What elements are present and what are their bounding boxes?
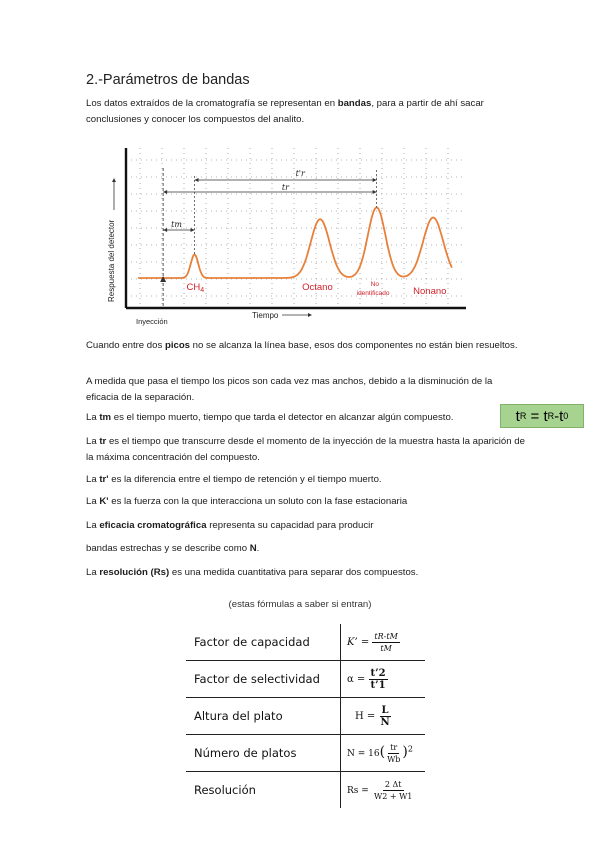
y-axis-label: Respuesta del detector	[107, 219, 116, 302]
formula-name: Resolución	[194, 783, 256, 797]
paragraph-tr-prime: La tr' es la diferencia entre el tiempo de retención y el tiempo muerto.	[86, 474, 382, 485]
tr-prime-arrow-head-start	[195, 178, 199, 182]
formula-name: Altura del plato	[186, 698, 341, 735]
formula-name: Factor de capacidad	[186, 624, 341, 661]
paragraph-tr: La tr es el tiempo que transcurre desde el momento de la inyección de la muestra hasta la aparición de la máxima concentración del compuesto.	[86, 436, 525, 463]
formula-expression: α = $\frac{t’2}{t’1}$	[341, 661, 426, 698]
y-axis-label-arrowhead	[112, 178, 116, 182]
formula-name: Factor de selectividad	[186, 661, 341, 698]
peak-label: No	[370, 281, 379, 288]
paragraph-k: La K' es la fuerza con la que interacciona un soluto con la fase estacionaria	[86, 496, 408, 507]
paragraph-tm: La tm es el tiempo muerto, tiempo que tarda el detector en alcanzar algún compuesto.	[86, 412, 454, 423]
chromatogram-svg	[100, 140, 472, 330]
injection-label: Inyección	[136, 317, 168, 326]
section-heading: 2.-Parámetros de bandas	[86, 72, 250, 88]
tr-arrow-head-start	[163, 190, 167, 194]
chromatogram-figure	[100, 140, 472, 330]
chromatogram-trace	[138, 207, 452, 278]
tr-prime-arrow-head-end	[373, 178, 377, 182]
formula-row	[186, 735, 425, 772]
x-axis-label-arrowhead	[308, 313, 312, 317]
peak-label: Nonano	[413, 286, 447, 297]
formula-expression: K’ = $\frac{tR-tM}{tM}$	[341, 624, 426, 661]
formula-row	[186, 661, 425, 698]
formula-name: Número de platos	[186, 735, 341, 772]
tr-prime-label: t'r	[295, 169, 305, 178]
paragraph-eficacia: La eficacia cromatográfica representa su capacidad para producir	[86, 520, 374, 531]
paragraph-anchos: A medida que pasa el tiempo los picos son cada vez mas anchos, debido a la disminución de la eficacia de la separación.	[86, 376, 493, 403]
formula-row	[186, 624, 425, 661]
paragraph-picos: Cuando entre dos picos no se alcanza la línea base, esos dos componentes no están bien resueltos.	[86, 340, 518, 351]
x-axis-label: Tiempo	[252, 311, 279, 320]
tm-label: tm	[171, 220, 182, 229]
tm-arrow-head-end	[191, 228, 195, 232]
tm-arrow-head-start	[163, 228, 167, 232]
formulas-table	[186, 624, 425, 808]
peak-label: identificado	[356, 290, 390, 297]
tr-arrow-head-end	[373, 190, 377, 194]
formula-expression: N = 16( $\frac{tr}{Wb}$ )$^2$	[341, 735, 426, 772]
formula-row	[186, 698, 425, 735]
formula-expression: Rs = $\frac{2 \Delta t}{W2 + W1}$	[341, 772, 426, 809]
formula-expression: H = $\frac{L}{N}$	[341, 698, 426, 735]
paragraph-bandas: bandas estrechas y se describe como N.	[86, 543, 260, 554]
paragraph-resolucion: La resolución (Rs) es una medida cuantitativa para separar dos compuestos.	[86, 567, 419, 578]
peak-label: Octano	[302, 282, 333, 293]
formulas-note: (estas fórmulas a saber si entran)	[228, 599, 372, 610]
tr-formula-badge: t R = t R - t 0	[500, 404, 584, 428]
intro-paragraph: Los datos extraídos de la cromatografía se representan en bandas, para a partir de ahí sacar conclusiones y conocer los compuestos del analito.	[86, 98, 484, 125]
peak-label: $CH_4$	[186, 282, 205, 294]
formula-row	[186, 772, 425, 809]
tr-label: tr	[281, 183, 289, 192]
